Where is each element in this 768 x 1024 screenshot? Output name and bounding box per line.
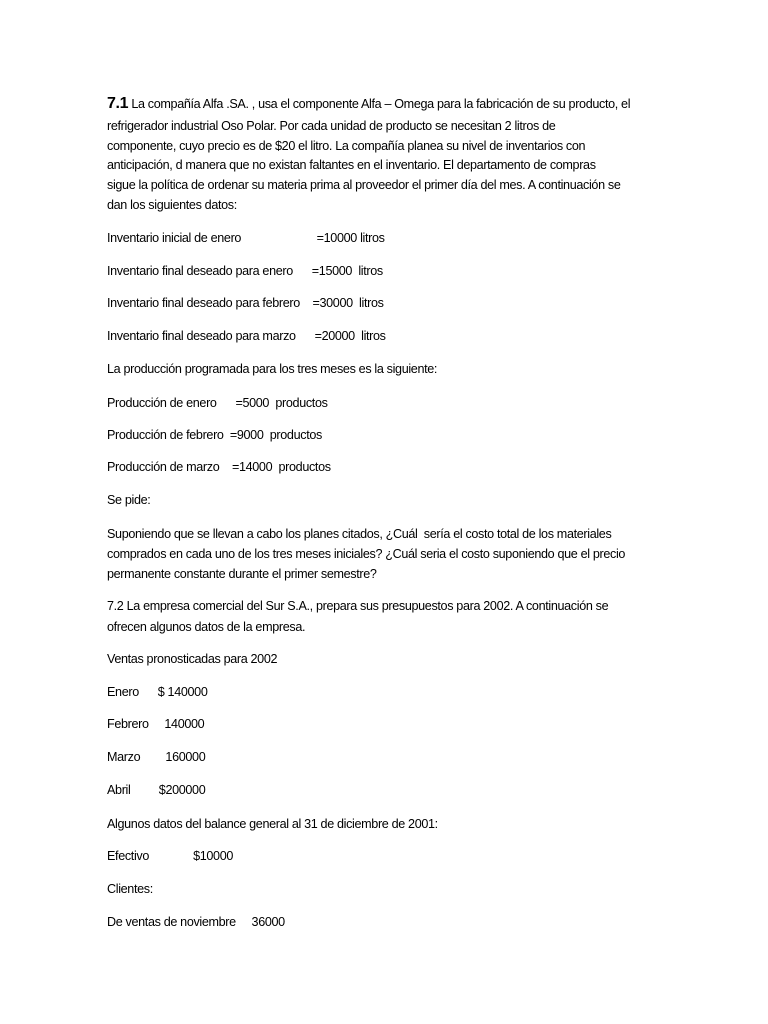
- inventory-line: Inventario inicial de enero =10000 litros: [107, 231, 385, 245]
- production-line: Producción de febrero =9000 productos: [107, 428, 322, 442]
- sales-line: Febrero 140000: [107, 717, 205, 731]
- production-line: Producción de marzo =14000 productos: [107, 460, 331, 474]
- sales-line: Abril $200000: [107, 783, 206, 797]
- question-line: permanente constante durante el primer semestre?: [107, 567, 377, 581]
- sales-heading: Ventas pronosticadas para 2002: [107, 652, 278, 666]
- paragraph-line: refrigerador industrial Oso Polar. Por cada unidad de producto se necesitan 2 litros de: [107, 119, 556, 133]
- balance-heading: Algunos datos del balance general al 31 de diciembre de 2001:: [107, 817, 438, 831]
- paragraph-line: sigue la política de ordenar su materia prima al proveedor el primer día del mes. A continuación se: [107, 178, 621, 192]
- production-line: Producción de enero =5000 productos: [107, 396, 328, 410]
- se-pide-heading: Se pide:: [107, 493, 151, 507]
- problem-intro-text: La compañía Alfa .SA. , usa el componente Alfa – Omega para la fabricación de su producto, el: [128, 97, 631, 111]
- problem-number: 7.1: [107, 95, 129, 112]
- inventory-line: Inventario final deseado para enero =15000 litros: [107, 264, 383, 278]
- paragraph-line: anticipación, d manera que no existan faltantes en el inventario. El departamento de compras: [107, 158, 596, 172]
- balance-line: Clientes:: [107, 882, 153, 896]
- inventory-line: Inventario final deseado para febrero =30000 litros: [107, 296, 384, 310]
- production-heading: La producción programada para los tres meses es la siguiente:: [107, 362, 438, 376]
- balance-line: De ventas de noviembre 36000: [107, 915, 285, 929]
- question-line: comprados en cada uno de los tres meses iniciales? ¿Cuál seria el costo suponiendo que el precio: [107, 547, 626, 561]
- paragraph-line: dan los siguientes datos:: [107, 198, 237, 212]
- sales-line: Marzo 160000: [107, 750, 206, 764]
- paragraph-line: componente, cuyo precio es de $20 el litro. La compañía planea su nivel de inventarios con: [107, 139, 586, 153]
- sales-line: Enero $ 140000: [107, 685, 208, 699]
- problem-7-1-first-line: [107, 96, 630, 112]
- inventory-line: Inventario final deseado para marzo =20000 litros: [107, 329, 386, 343]
- problem-7-2-line: ofrecen algunos datos de la empresa.: [107, 620, 306, 634]
- problem-7-2-line: 7.2 La empresa comercial del Sur S.A., prepara sus presupuestos para 2002. A continuación se: [107, 599, 609, 613]
- question-line: Suponiendo que se llevan a cabo los planes citados, ¿Cuál sería el costo total de los materiales: [107, 527, 612, 541]
- balance-line: Efectivo $10000: [107, 849, 234, 863]
